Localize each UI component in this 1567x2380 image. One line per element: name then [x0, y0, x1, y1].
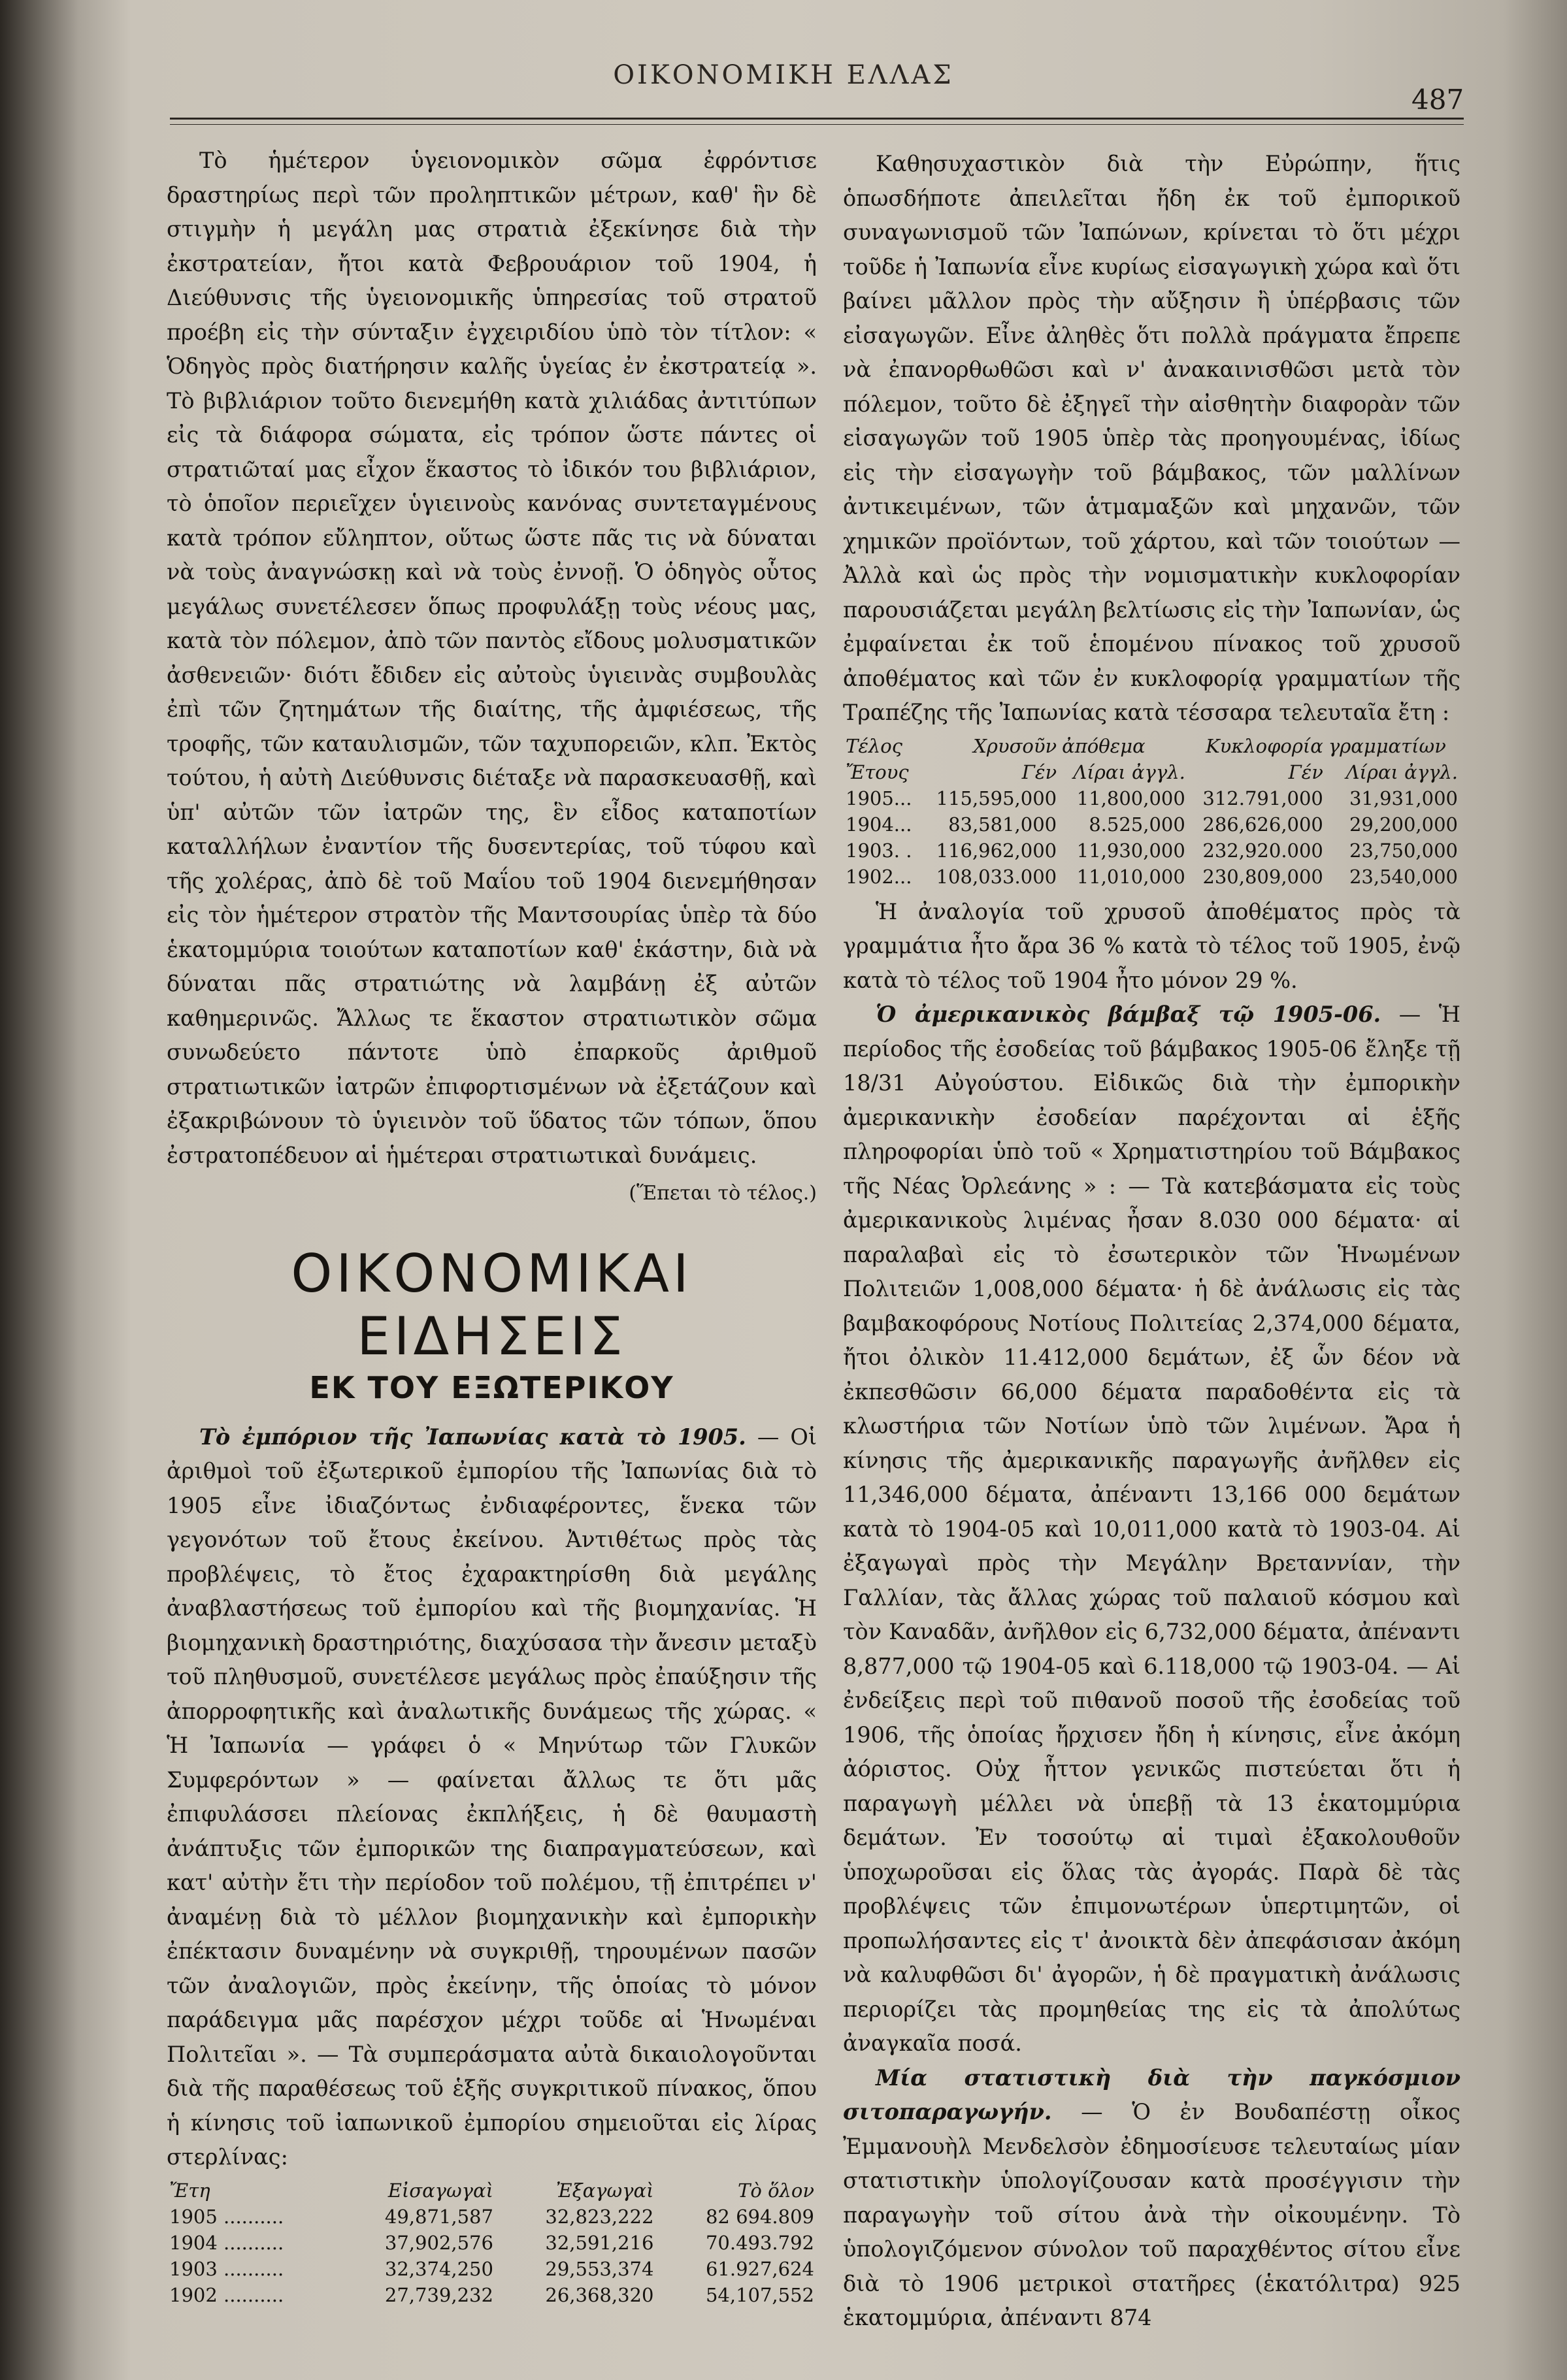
- table-header-cell: Ἐξαγωγαὶ: [555, 2179, 654, 2202]
- table-cell: 1902 ..........: [169, 2283, 284, 2306]
- table-cell: 26,368,320: [545, 2283, 654, 2306]
- table-cell: 232,920.000: [1202, 839, 1323, 862]
- table-cell: 1903. .: [846, 839, 912, 862]
- table-cell: 32,374,250: [384, 2257, 493, 2280]
- table-cell: 115,595,000: [936, 787, 1057, 809]
- table-row: [167, 2282, 817, 2308]
- section-subtitle: ΕΚ ΤΟΥ ΕΞΩΤΕΡΙΚΟΥ: [309, 1369, 674, 1405]
- japan-trade-table: [167, 2177, 817, 2308]
- table-cell: 230,809,000: [1202, 865, 1323, 888]
- table-header-cell: Γέν: [1021, 760, 1057, 783]
- table-header-cell: Λίραι ἀγγλ.: [1345, 760, 1458, 783]
- table-cell: 1902...: [846, 865, 912, 888]
- table-header-row: [843, 733, 1460, 759]
- wheat-text: — Ὁ ἐν Βουδαπέστῃ οἶκος Ἐμμανουὴλ Μενδελσὸν ἐδημοσίευσε τελευταίως μίαν στατιστικὴν ὑπολογίζουσαν κατὰ προσέγγισιν τὴν παραγωγὴν τοῦ σίτου ἀνὰ τὴν οἰκουμένην. Τὸ ὑπολογιζόμενον σύνολον τοῦ παραχθέντος σίτου εἶνε διὰ τὸ 1906 μετρικοὶ στατῆρες (ἑκατόλιτρα) 925 ἑκατομμύρια, ἀπέναντι 874: [843, 2099, 1460, 2330]
- table-cell: 312.791,000: [1202, 787, 1323, 809]
- japan-trade-article: Τὸ ἐμπόριον τῆς Ἰαπωνίας κατὰ τὸ 1905. — Οἱ ἀριθμοὶ τοῦ ἐξωτερικοῦ ἐμπορίου τῆς Ἰαπωνίας διὰ τὸ 1905 εἶνε ἰδιαζόντως ἐνδιαφέροντες, ἕνεκα τῶν γεγονότων τοῦ ἔτους ἐκείνου. Ἀντιθέτως πρὸς τὰς προβλέψεις, τὸ ἔτος ἐχαρακτηρίσθη διὰ μεγάλης ἀναβλαστήσεως τοῦ ἐμπορίου καὶ τῆς βιομηχανίας. Ἡ βιομηχανικὴ δραστηριότης, διαχύσασα τὴν ἄνεσιν μεταξὺ τοῦ πληθυσμοῦ, συνετέλεσε μεγάλως πρὸς ἐπαύξησιν τῆς ἀπορροφητικῆς καὶ ἀναλωτικῆς δυνάμεως τῆς χώρας. « Ἡ Ἰαπωνία — γράφει ὁ « Μηνύτωρ τῶν Γλυκῶν Συμφερόντων » — φαίνεται ἄλλως τε ὅτι μᾶς ἐπιφυλάσσει πλείονας ἐκπλήξεις, ἡ δὲ θαυμαστὴ ἀνάπτυξις τῶν ἐμπορικῶν της διαπραγματεύσεων, καὶ κατ' αὐτὴν ἔτι τὴν περίοδον τοῦ πολέμου, τῇ ἐπιτρέπει ν' ἀναμένῃ διὰ τὸ μέλλον βιομηχανικὴν καὶ ἐμπορικὴν ἐπέκτασιν δυναμένην νὰ συγκριθῇ, τηρουμένων πασῶν τῶν ἀναλογιῶν, πρὸς ἐκείνην, τῆς ὁποίας τὸ μόνον παράδειγμα μᾶς παρέσχον μέχρι τοῦδε αἱ Ἡνωμέναι Πολιτεῖαι ». — Τὰ συμπεράσματα αὐτὰ δικαιολογοῦνται διὰ τῆς παραθέσεως τοῦ ἑξῆς συγκριτικοῦ πίνακος, ὅπου ἡ κίνησις τοῦ ἰαπωνικοῦ ἐμπορίου σημειοῦται εἰς λίρας στερλίνας:: [167, 1424, 817, 2170]
- table-cell: 11,010,000: [1076, 865, 1185, 888]
- right-column: [843, 147, 1460, 2336]
- wheat-article: [843, 2061, 1460, 2336]
- table-header-cell: Ἔτους: [846, 760, 909, 783]
- cotton-text: — Ἡ περίοδος τῆς ἐσοδείας τοῦ βάμβακος 1905-06 ἔληξε τῇ 18/31 Αὐγούστου. Εἰδικῶς διὰ τὴν ἐμπορικὴν ἀμερικανικὴν ἐσοδείαν παρέχονται αἱ ἑξῆς πληροφορίαι ὑπὸ τοῦ « Χρηματιστηρίου τοῦ Βάμβακος τῆς Νέας Ὀρλεάνης » : — Τὰ κατεβάσματα εἰς τοὺς ἀμερικανικοὺς λιμένας ἦσαν 8.030 000 δέματα· αἱ παραλαβαὶ εἰς τὸ ἐσωτερικὸν τῶν Ἡνωμένων Πολιτειῶν 1,008,000 δέματα· ἡ δὲ ἀνάλωσις εἰς τὰς βαμβακοφόρους Νοτίους Πολιτείας 2,374,000 δέματα, ἤτοι ὀλικὸν 11.412,000 δεμάτων, ἐξ ὧν δέον νὰ ἐκπεσθῶσιν 66,000 δέματα παραδοθέντα εἰς τὰ κλωστήρια τῶν Νοτίων ὑπὸ τῶν λιμένων. Ἄρα ἡ κίνησις τῆς ἀμερικανικῆς παραγωγῆς ἀνῆλθεν εἰς 11,346,000 δέματα, ἀπέναντι 13,166 000 δεμάτων κατὰ τὸ 1904-05 καὶ 10,011,000 κατὰ τὸ 1903-04. Αἱ ἐξαγωγαὶ πρὸς τὴν Μεγάλην Βρεταννίαν, τὴν Γαλλίαν, τὰς ἄλλας χώρας τοῦ παλαιοῦ κόσμου καὶ τὸν Καναδᾶν, ἀνῆλθον εἰς 6,732,000 δέματα, ἀπέναντι 8,877,000 τῷ 1904-05 καὶ 6.118,000 τῷ 1903-04. — Αἱ ἐνδείξεις περὶ τοῦ πιθανοῦ ποσοῦ τῆς ἐσοδείας τοῦ 1906, τῆς ὁποίας ἤρχισεν ἤδη ἡ κίνησις, εἶνε ἀκόμη ἀόριστος. Οὐχ ἧττον γενικῶς πιστεύεται ὅτι ἡ παραγωγὴ μέλλει νὰ ὑπεβῇ τὰ 13 ἑκατομμύρια δεμάτων. Ἐν τοσούτῳ αἱ τιμαὶ ἐξακολουθοῦν ὑποχωροῦσαι εἰς ὅλας τὰς ἀγοράς. Παρὰ δὲ τὰς προβλέψεις τῶν ἐπιμονωτέρων ὑπερτιμητῶν, οἱ προπωλήσαντες εἰς τ' ἀνοικτὰ δὲν ἀπεφάσισαν ἀκόμη νὰ καλυφθῶσι δι' ἀγορῶν, ἡ δὲ πραγματικὴ ἀνάλωσις περιορίζει τὰς προμηθείας της εἰς τὰ ἀπολύτως ἀναγκαῖα ποσά.: [843, 1002, 1461, 2056]
- page-number: 487: [1411, 84, 1464, 116]
- table-cell: 8.525,000: [1089, 813, 1185, 836]
- table-cell: 70.493.792: [705, 2231, 814, 2254]
- table-row: [843, 785, 1460, 811]
- cotton-article: [843, 998, 1460, 2061]
- table-header-cell: Κυκλοφορία: [1205, 734, 1323, 757]
- reassurance-paragraph: Καθησυχαστικὸν διὰ τὴν Εὐρώπην, ἥτις ὁπωσδήποτε ἀπειλεῖται ἤδη ἐκ τοῦ ἐμπορικοῦ συναγωνισμοῦ τῶν Ἰαπώνων, κρίνεται τὸ ὅτι μέχρι τοῦδε ἡ Ἰαπωνία εἶνε κυρίως εἰσαγωγικὴ χώρα καὶ ὅτι βαίνει μᾶλλον πρὸς τὴν αὔξησιν ἢ ὑπέρβασις τῶν εἰσαγωγῶν. Εἶνε ἀληθὲς ὅτι πολλὰ πράγματα ἔπρεπε νὰ ἐπανορθωθῶσι καὶ ν' ἀνακαινισθῶσι μετὰ τὸν πόλεμον, τοῦτο δὲ ἐξηγεῖ τὴν αἰσθητὴν διαφορὰν τῶν εἰσαγωγῶν τοῦ 1905 ὑπὲρ τὰς προηγουμένας, ἰδίως εἰς τὴν εἰσαγωγὴν τοῦ βάμβακος, τῶν μαλλίνων ἀντικειμένων, τῶν ἁτμαμαξῶν καὶ μηχανῶν, τῶν χημικῶν προϊόντων, τοῦ χάρτου, καὶ τῶν τοιούτων — Ἀλλὰ καὶ ὡς πρὸς τὴν νομισματικὴν κυκλοφορίαν παρουσιάζεται μεγάλη βελτίωσις εἰς τὴν Ἰαπωνίαν, ὡς ἐμφαίνεται ἐκ τοῦ ἑπομένου πίνακος τοῦ χρυσοῦ ἀποθέματος καὶ τῶν ἐν κυκλοφορίᾳ γραμματίων τῆς Τραπέζης τῆς Ἰαπωνίας κατὰ τέσσαρα τελευταῖα ἔτη :: [843, 151, 1460, 725]
- japan-trade-heading: Τὸ ἐμπόριον τῆς Ἰαπωνίας κατὰ τὸ 1905.: [199, 1424, 746, 1450]
- table-header-cell: Λίραι ἀγγλ.: [1073, 760, 1185, 783]
- table-header-cell: Τὸ ὅλον: [738, 2179, 814, 2202]
- table-cell: 1905...: [846, 787, 912, 809]
- table-cell: 32,823,222: [545, 2205, 654, 2228]
- table-header-cell: Ἔτη: [169, 2179, 210, 2202]
- header-rule-thin: [170, 124, 1464, 125]
- gold-ratio-paragraph: Ἡ ἀναλογία τοῦ χρυσοῦ ἀποθέματος πρὸς τὰ γραμμάτια ἦτο ἄρα 36 % κατὰ τὸ τέλος τοῦ 1905, ἐνῷ κατὰ τὸ τέλος τοῦ 1904 ἦτο μόνον 29 %.: [843, 898, 1460, 993]
- section-title: ΟΙΚΟΝΟΜΙΚΑΙ ΕΙΔΗΣΕΙΣ: [291, 1243, 693, 1367]
- table-cell: 108,033.000: [936, 865, 1057, 888]
- table-cell: 83,581,000: [948, 813, 1057, 836]
- table-row: [843, 811, 1460, 838]
- table-cell: 286,626,000: [1202, 813, 1323, 836]
- table-header-cell: Τέλος: [846, 734, 902, 757]
- table-cell: 61.927,624: [705, 2257, 814, 2280]
- table-cell: 23,750,000: [1349, 839, 1458, 862]
- table-cell: 1904 ..........: [169, 2231, 284, 2254]
- table-row: [843, 864, 1460, 890]
- table-cell: 1903 ..........: [169, 2257, 284, 2280]
- running-header-title: ΟΙΚΟΝΟΜΙΚΗ ΕΛΛΑΣ: [613, 60, 954, 90]
- cotton-heading: Ὁ ἀμερικανικὸς βάμβαξ τῷ 1905-06.: [876, 1002, 1381, 1027]
- table-cell: 11,800,000: [1076, 787, 1185, 809]
- table-cell: 54,107,552: [705, 2283, 814, 2306]
- table-row: [167, 2230, 817, 2256]
- table-header-cell: γραμματίων: [1328, 734, 1446, 757]
- table-cell: 49,871,587: [384, 2205, 493, 2228]
- continued-note: (Ἕπεται τὸ τέλος.): [629, 1182, 817, 1205]
- table-cell: 11,930,000: [1076, 839, 1185, 862]
- header-rule: [170, 118, 1464, 120]
- table-cell: 23,540,000: [1349, 865, 1458, 888]
- table-header-cell: Χρυσοῦν: [973, 734, 1057, 757]
- table-cell: 29,553,374: [545, 2257, 654, 2280]
- table-row: [167, 2204, 817, 2230]
- table-header-row: [167, 2177, 817, 2204]
- table-row: [843, 838, 1460, 864]
- left-column: [167, 144, 817, 2308]
- gold-reserve-table: [843, 733, 1460, 890]
- table-cell: 116,962,000: [936, 839, 1057, 862]
- table-row: [167, 2256, 817, 2282]
- japan-trade-text: Οἱ ἀριθμοὶ τοῦ ἐξωτερικοῦ ἐμπορίου τῆς Ἰαπωνίας διὰ τὸ 1905 εἶνε ἰδιαζόντως ἐνδιαφέροντες, ἕνεκα τῶν γεγονότων τοῦ ἔτους ἐκείνου. Ἀντιθέτως πρὸς τὰς προβλέψεις, τὸ ἔτος ἐχαρακτηρίσθη διὰ μεγάλης ἀναβλαστήσεως τοῦ ἐμπορίου καὶ τῆς βιομηχανίας. Ἡ βιομηχανικὴ δραστηριότης, διαχύσασα τὴν ἄνεσιν μεταξὺ τοῦ πληθυσμοῦ, συνετέλεσε μεγάλως πρὸς ἐπαύξησιν τῆς ἀπορροφητικῆς καὶ ἀναλωτικῆς δυνάμεως τῆς χώρας. « Ἡ Ἰαπωνία — γράφει ὁ « Μηνύτωρ τῶν Γλυκῶν Συμφερόντων » — φαίνεται ἄλλως τε ὅτι μᾶς ἐπιφυλάσσει πλείονας ἐκπλήξεις, ἡ δὲ θαυμαστὴ ἀνάπτυξις τῶν ἐμπορικῶν της διαπραγματεύσεων, καὶ κατ' αὐτὴν ἔτι τὴν περίοδον τοῦ πολέμου, τῇ ἐπιτρέπει ν' ἀναμένῃ διὰ τὸ μέλλον βιομηχανικὴν καὶ ἐμπορικὴν ἐπέκτασιν δυναμένην νὰ συγκριθῇ, τηρουμένων πασῶν τῶν ἀναλογιῶν, πρὸς ἐκείνην, τῆς ὁποίας τὸ μόνον παράδειγμα μᾶς παρέσχον μέχρι τοῦδε αἱ Ἡνωμέναι Πολιτεῖαι ». — Τὰ συμπεράσματα αὐτὰ δικαιολογοῦνται διὰ τῆς παραθέσεως τοῦ ἑξῆς συγκριτικοῦ πίνακος, ὅπου ἡ κίνησις τοῦ ἰαπωνικοῦ ἐμπορίου σημειοῦται εἰς λίρας στερλίνας:: [167, 1424, 817, 2170]
- table-header-cell: Εἰσαγωγαὶ: [388, 2179, 493, 2202]
- table-cell: 29,200,000: [1349, 813, 1458, 836]
- table-header-cell: ἀπόθεμα: [1062, 734, 1146, 757]
- table-header-row: [843, 759, 1460, 785]
- table-cell: 32,591,216: [545, 2231, 654, 2254]
- table-cell: 82 694.809: [705, 2205, 814, 2228]
- table-cell: 27,739,232: [384, 2283, 493, 2306]
- table-cell: 1905 ..........: [169, 2205, 284, 2228]
- table-cell: 31,931,000: [1349, 787, 1458, 809]
- table-header-cell: Γέν: [1288, 760, 1323, 783]
- hygiene-paragraph: Τὸ ἡμέτερον ὑγειονομικὸν σῶμα ἐφρόντισε δραστηρίως περὶ τῶν προληπτικῶν μέτρων, καθ' ἣν δὲ στιγμὴν ἡ μεγάλη μας στρατιὰ ἐξεκίνησε διὰ τὴν ἐκστρατείαν, ἤτοι κατὰ Φεβρουάριον τοῦ 1904, ἡ Διεύθυνσις τῆς ὑγειονομικῆς ὑπηρεσίας τοῦ στρατοῦ προέβη εἰς τὴν σύνταξιν ἐγχειριδίου ὑπὸ τὸν τίτλον: « Ὁδηγὸς πρὸς διατήρησιν καλῆς ὑγείας ἐν ἐκστρατείᾳ ». Τὸ βιβλιάριον τοῦτο διενεμήθη κατὰ χιλιάδας ἀντιτύπων εἰς τὰ διάφορα σώματα, εἰς τρόπον ὥστε πάντες οἱ στρατιῶταί μας εἶχον ἕκαστος τὸ ἰδικόν του βιβλιάριον, τὸ ὁποῖον περιεῖχεν ὑγιεινοὺς κανόνας συντεταγμένους κατὰ τρόπον εὔληπτον, οὕτως ὥστε πᾶς τις νὰ δύναται νὰ τοὺς ἀναγνώσκῃ καὶ νὰ τοὺς ἐννοῇ. Ὁ ὁδηγὸς οὗτος μεγάλως συνετέλεσεν ὅπως προφυλάξῃ τοὺς νέους μας, κατὰ τὸν πόλεμον, ἀπὸ τῶν παντὸς εἴδους μολυσματικῶν ἀσθενειῶν· διότι ἔδιδεν εἰς αὐτοὺς ὑγιεινὰς συμβουλὰς ἐπὶ τῶν ζητημάτων τῆς διαίτης, τῆς ἀμφιέσεως, τῆς τροφῆς, τῶν καταυλισμῶν, τῶν ταχυπορειῶν, κλπ. Ἐκτὸς τούτου, ἡ αὐτὴ Διεύθυνσις διέταξε νὰ παρασκευασθῇ, καὶ ὑπ' αὐτῶν τῶν ἰατρῶν της, ἓν εἶδος καταποτίων καταλλήλων ἐναντίον τῆς δυσεντερίας, τοῦ τύφου καὶ τῆς χολέρας, ἀπὸ δὲ τοῦ Μαΐου τοῦ 1904 διενεμήθησαν εἰς τὸν ἡμέτερον στρατὸν τῆς Μαντσουρίας ὑπὲρ τὰ δύο ἑκατομμύρια τοιούτων καταποτίων καθ' ἑκάστην, διὰ νὰ δύναται πᾶς στρατιώτης νὰ λαμβάνῃ ἐξ αὐτῶν καθημερινῶς. Ἄλλως τε ἕκαστον στρατιωτικὸν σῶμα συνωδεύετο πάντοτε ὑπὸ ἐπαρκοῦς ἀριθμοῦ στρατιωτικῶν ἰατρῶν ἐπιφορτισμένων νὰ ἐξετάζουν καὶ ἐξακριβώνουν τὸ ὑγιεινὸν τοῦ ὕδατος τῶν τόπων, ὅπου ἐστρατοπέδευον αἱ ἡμέτεραι στρατιωτικαὶ δυνάμεις.: [167, 148, 817, 1168]
- table-cell: 37,902,576: [384, 2231, 493, 2254]
- wheat-heading: Μία στατιστικὴ διὰ τὴν παγκόσμιον σιτοπαραγωγήν.: [843, 2064, 1460, 2125]
- table-cell: 1904...: [846, 813, 912, 836]
